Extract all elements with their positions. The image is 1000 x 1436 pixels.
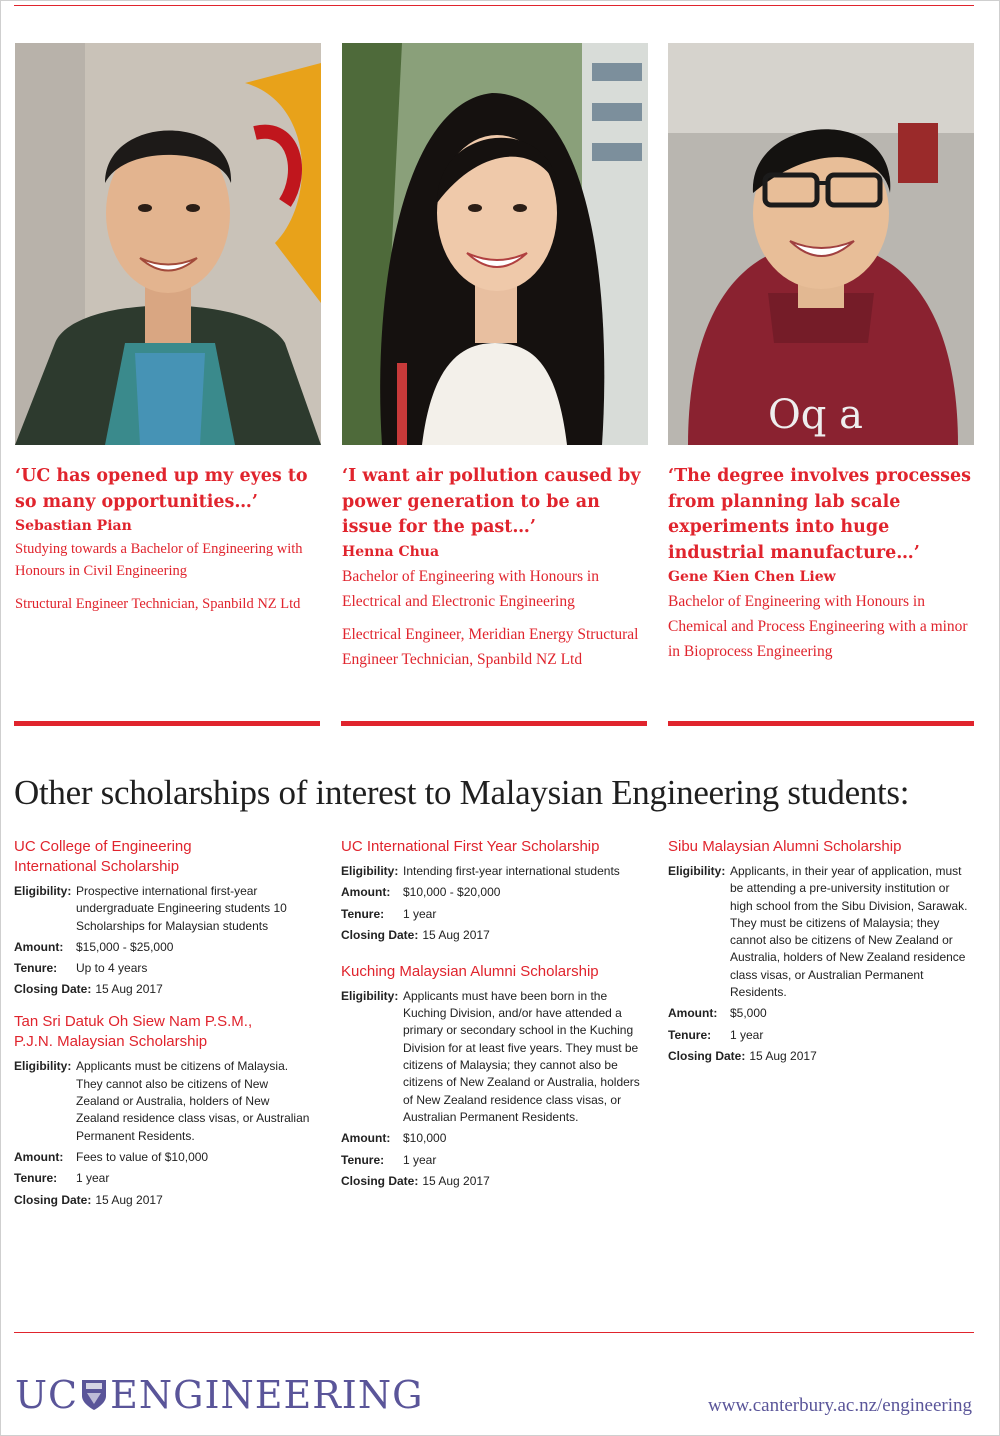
scholarship-title: UC College of Engineering International Scholarship [14, 838, 192, 875]
divider-bar-3 [668, 721, 974, 726]
amount-label: Amount: [341, 1131, 391, 1146]
closing-label: Closing Date: [14, 982, 92, 997]
section-heading: Other scholarships of interest to Malaysian Engineering students: [14, 773, 910, 812]
photo-gene [668, 43, 974, 445]
scholarship-title: Sibu Malaysian Alumni Scholarship [668, 838, 902, 855]
eligibility-value: Applicants must have been born in the Kuching Division, and/or have attended a primary or secondary school in the Kuching Division for at least five years. They must be citizens of Malaysia; they cannot also be citizens of New Zealand or Australia, holders of New Zealand residence class visas, or Australian Permanent Residents. [403, 988, 640, 1124]
amount-value: $10,000 - $20,000 [403, 885, 501, 900]
job-title: Structural Engineer Technician, Spanbild NZ Ltd [15, 596, 301, 612]
eligibility-value: Intending first-year international students [403, 864, 620, 878]
eligibility-value: Prospective international first-year undergraduate Engineering students 10 Scholarships for Malaysian students [76, 884, 287, 933]
amount-label: Amount: [14, 939, 64, 954]
quote: ‘UC has opened up my eyes to so many opportunities…’ [15, 466, 308, 512]
tenure-value: Up to 4 years [76, 961, 148, 976]
divider-bar-1 [14, 721, 320, 726]
scholarship-card [14, 1012, 314, 1208]
logo-uc-text: UC [15, 1373, 79, 1417]
eligibility-label: Eligibility: [14, 1059, 72, 1074]
photo-sebastian [15, 43, 321, 445]
degree: Bachelor of Engineering with Honours in Electrical and Electronic Engineering [342, 567, 599, 610]
bottom-rule [14, 1332, 974, 1333]
closing-value: 15 Aug 2017 [422, 927, 490, 942]
eligibility-value: Applicants, in their year of application, must be attending a pre-university institution or high school from the Sibu Division, Sarawak. They must be citizens of Malaysia; they cannot also be citizens of New Zealand or Australia, holders of New Zealand residence class visas, or Australian Permanent Residents. [730, 864, 968, 1000]
closing-value: 15 Aug 2017 [95, 982, 163, 997]
job-title: Electrical Engineer, Meridian Energy Structural Engineer Technician, Spanbild NZ Ltd [342, 625, 639, 668]
tenure-value: 1 year [403, 1152, 437, 1167]
tenure-label: Tenure: [668, 1027, 712, 1042]
quote: ‘I want air pollution caused by power generation to be an issue for the past…’ [342, 466, 641, 537]
scholarship-card [668, 837, 974, 1065]
degree: Studying towards a Bachelor of Engineering with Honours in Civil Engineering [15, 541, 303, 579]
scholarship-column-1 [14, 837, 314, 1223]
eligibility-label: Eligibility: [341, 988, 399, 1003]
tenure-label: Tenure: [341, 1152, 385, 1167]
eligibility-value: Applicants must be citizens of Malaysia. They cannot also be citizens of New Zealand or Australia, holders of New Zealand residence class visas, or Australian Permanent Residents. [76, 1059, 310, 1143]
quote: ‘The degree involves processes from planning lab scale experiments into huge industrial manufacture…’ [668, 466, 971, 563]
closing-value: 15 Aug 2017 [422, 1173, 490, 1188]
scholarship-card [14, 837, 314, 998]
scholarship-column-3 [668, 837, 974, 1079]
eligibility-label: Eligibility: [14, 884, 72, 898]
photo-henna [342, 43, 648, 445]
tenure-label: Tenure: [14, 961, 58, 976]
top-rule [14, 5, 974, 6]
amount-value: Fees to value of $10,000 [76, 1149, 209, 1164]
scholarship-card [341, 837, 647, 944]
crest-icon [80, 1378, 108, 1412]
amount-value: $10,000 [403, 1131, 447, 1146]
closing-value: 15 Aug 2017 [95, 1192, 163, 1207]
profile-gene [668, 43, 974, 664]
logo-engineering-text: ENGINEERING [110, 1373, 424, 1417]
tenure-value: 1 year [730, 1027, 764, 1042]
uc-engineering-logo [15, 1374, 423, 1416]
scholarship-card [341, 962, 647, 1190]
amount-value: $15,000 - $25,000 [76, 939, 174, 954]
student-name: Henna Chua [342, 543, 440, 560]
scholarship-title: Tan Sri Datuk Oh Siew Nam P.S.M., P.J.N. Malaysian Scholarship [14, 1013, 253, 1051]
student-name: Sebastian Pian [15, 518, 132, 534]
closing-label: Closing Date: [14, 1192, 92, 1207]
tenure-value: 1 year [76, 1171, 110, 1186]
scholarship-column-2 [341, 837, 647, 1204]
eligibility-label: Eligibility: [341, 864, 399, 878]
svg-text:Oq a: Oq a [768, 392, 863, 438]
closing-label: Closing Date: [341, 1173, 419, 1188]
tenure-value: 1 year [403, 906, 437, 921]
amount-value: $5,000 [730, 1006, 767, 1021]
website-url[interactable]: www.canterbury.ac.nz/engineering [708, 1395, 972, 1416]
scholarship-title: UC International First Year Scholarship [341, 838, 600, 855]
closing-value: 15 Aug 2017 [749, 1048, 817, 1063]
closing-label: Closing Date: [341, 927, 419, 942]
amount-label: Amount: [341, 885, 391, 900]
divider-bar-2 [341, 721, 647, 726]
student-name: Gene Kien Chen Liew [668, 569, 836, 585]
closing-label: Closing Date: [668, 1048, 746, 1063]
tenure-label: Tenure: [341, 906, 385, 921]
profile-henna [342, 43, 648, 672]
eligibility-label: Eligibility: [668, 864, 726, 878]
amount-label: Amount: [668, 1006, 718, 1021]
tenure-label: Tenure: [14, 1171, 58, 1186]
profile-sebastian [15, 43, 321, 617]
degree: Bachelor of Engineering with Honours in Chemical and Process Engineering with a minor in Bioprocess Engineering [668, 593, 968, 660]
scholarship-title: Kuching Malaysian Alumni Scholarship [341, 962, 599, 980]
amount-label: Amount: [14, 1149, 64, 1164]
